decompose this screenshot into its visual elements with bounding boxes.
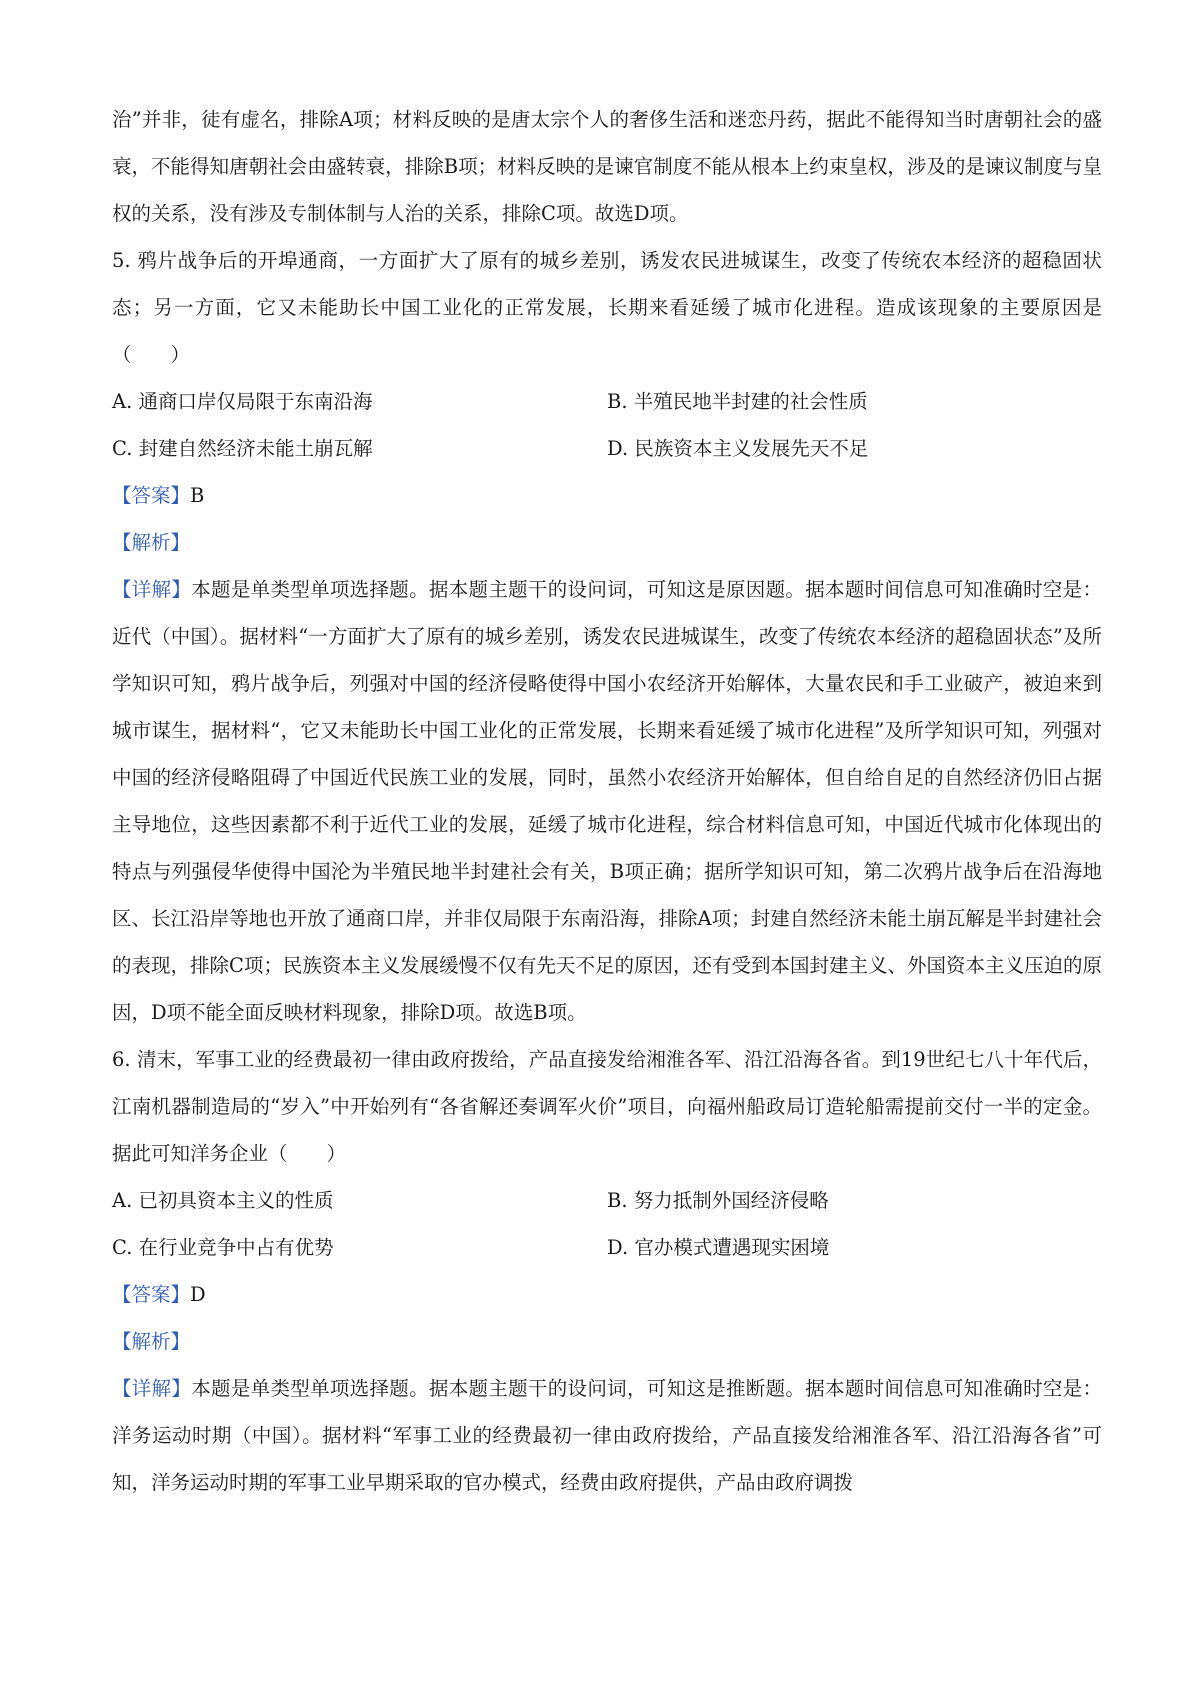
question-5-option-b: B. 半殖民地半封建的社会性质 xyxy=(607,390,868,413)
question-6-stem: 6. 清末，军事工业的经费最初一律由政府拨给，产品直接发给湘淮各军、沿江沿海各省。到19世纪七八十年代后，江南机器制造局的“岁入”中开始列有“各省解还奏调军火价”项目，向福州船政局订造轮船需提前交付一半的定金。据此可知洋务企业（ ） xyxy=(112,1048,1102,1165)
question-6-analysis-heading xyxy=(112,1318,1102,1365)
answer-label: 【答案】 xyxy=(112,484,191,507)
question-5-analysis-heading xyxy=(112,519,1102,566)
question-5-options xyxy=(112,378,1102,472)
analysis-label: 【解析】 xyxy=(112,1330,191,1353)
answer-label: 【答案】 xyxy=(112,1283,191,1306)
answer-value: D xyxy=(190,1283,206,1306)
detail-label: 【详解】 xyxy=(112,578,192,601)
analysis-label: 【解析】 xyxy=(112,531,191,554)
question-6-answer xyxy=(112,1271,1102,1318)
detail-label: 【详解】 xyxy=(112,1377,192,1400)
question-6-option-b: B. 努力抵制外国经济侵略 xyxy=(607,1189,829,1212)
detail-text: 本题是单类型单项选择题。据本题主题干的设问词，可知这是原因题。据本题时间信息可知准确时空是：近代（中国）。据材料“一方面扩大了原有的城乡差别，诱发农民进城谋生，改变了传统农本经济的超稳固状态”及所学知识可知，鸦片战争后，列强对中国的经济侵略使得中国小农经济开始解体，大量农民和手工业破产，被迫来到城市谋生，据材料“，它又未能助长中国工业化的正常发展，长期来看延缓了城市化进程”及所学知识可知，列强对中国的经济侵略阻碍了中国近代民族工业的发展，同时，虽然小农经济开始解体，但自给自足的自然经济仍旧占据主导地位，这些因素都不利于近代工业的发展，延缓了城市化进程，综合材料信息可知，中国近代城市化体现出的特点与列强侵华使得中国沦为半殖民地半封建社会有关，B项正确；据所学知识可知，第二次鸦片战争后在沿海地区、长江沿岸等地也开放了通商口岸，并非仅局限于东南沿海，排除A项；封建自然经济未能土崩瓦解是半封建社会的表现，排除C项；民族资本主义发展缓慢不仅有先天不足的原因，还有受到本国封建主义、外国资本主义压迫的原因，D项不能全面反映材料现象，排除D项。故选B项。 xyxy=(112,578,1102,1024)
question-6-option-d: D. 官办模式遭遇现实困境 xyxy=(607,1236,830,1259)
question-6-option-c: C. 在行业竞争中占有优势 xyxy=(112,1236,334,1259)
question-6-options xyxy=(112,1177,1102,1271)
question-5-option-c: C. 封建自然经济未能土崩瓦解 xyxy=(112,437,373,460)
question-5-stem: 5. 鸦片战争后的开埠通商，一方面扩大了原有的城乡差别，诱发农民进城谋生，改变了传统农本经济的超稳固状态；另一方面，它又未能助长中国工业化的正常发展，长期来看延缓了城市化进程。造成该现象的主要原因是（ ） xyxy=(112,249,1102,366)
question-5-detail xyxy=(112,566,1102,1036)
question-5-option-d: D. 民族资本主义发展先天不足 xyxy=(607,437,869,460)
document-page xyxy=(112,96,1102,1506)
question-5-option-a: A. 通商口岸仅局限于东南沿海 xyxy=(112,390,373,413)
question-6-detail xyxy=(112,1365,1102,1506)
previous-explanation-tail: 治”并非，徒有虚名，排除A项；材料反映的是唐太宗个人的奢侈生活和迷恋丹药，据此不能得知当时唐朝社会的盛衰，不能得知唐朝社会由盛转衰，排除B项；材料反映的是谏官制度不能从根本上约束皇权，涉及的是谏议制度与皇权的关系，没有涉及专制体制与人治的关系，排除C项。故选D项。 xyxy=(112,108,1102,225)
answer-value: B xyxy=(190,484,205,507)
question-6-option-a: A. 已初具资本主义的性质 xyxy=(112,1189,334,1212)
question-5-answer xyxy=(112,472,1102,519)
detail-text: 本题是单类型单项选择题。据本题主题干的设问词，可知这是推断题。据本题时间信息可知准确时空是：洋务运动时期（中国）。据材料“军事工业的经费最初一律由政府拨给，产品直接发给湘淮各军、沿江沿海各省”可知，洋务运动时期的军事工业早期采取的官办模式，经费由政府提供，产品由政府调拨 xyxy=(112,1377,1102,1494)
